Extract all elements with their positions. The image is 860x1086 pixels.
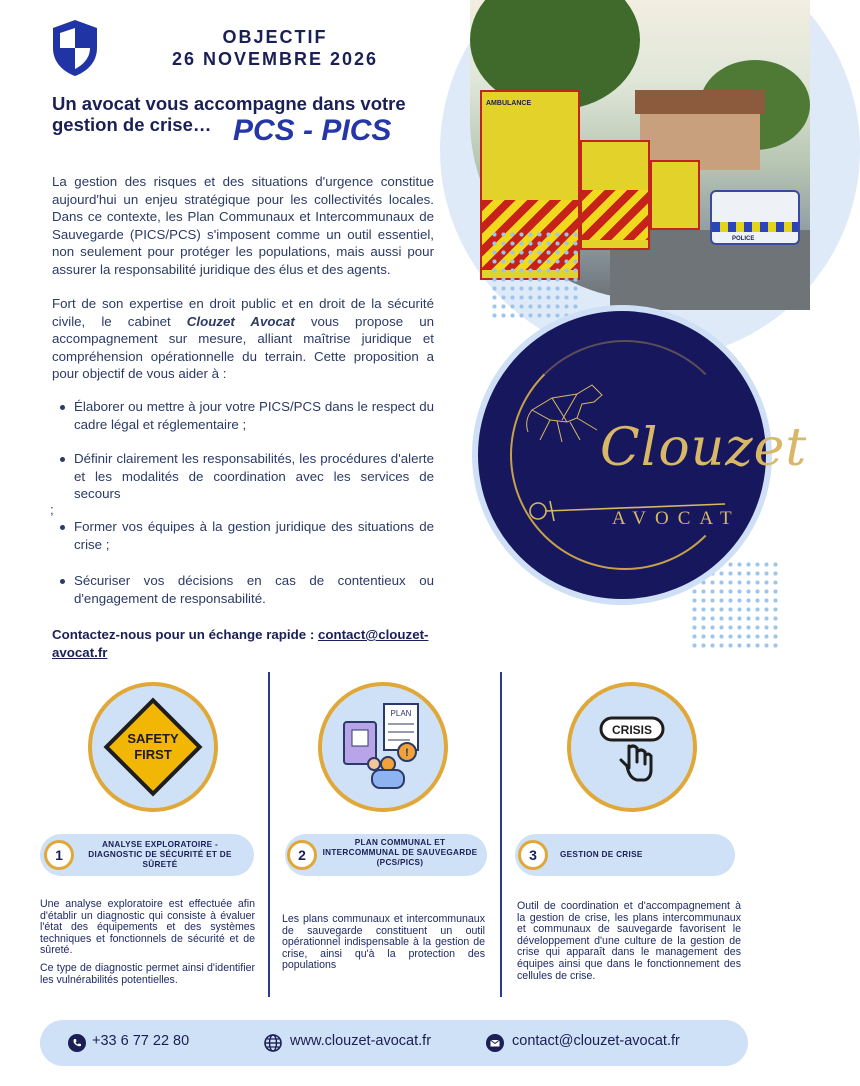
headline: Un avocat vous accompagne dans votre gestion de crise…: [52, 93, 406, 135]
plan-document-icon: [322, 686, 444, 808]
horse-icon: [522, 380, 612, 450]
intro-paragraph-2: [52, 295, 434, 383]
step-2-description: Les plans communaux et intercommunaux de sauvegarde constituent un outil opérationnel indispensable à la gestion de crise, ainsi qu'à la protection des populations: [282, 913, 485, 972]
shield-icon: [50, 18, 100, 78]
contact-cta: [52, 626, 442, 662]
intro-text: Fort de son expertise en droit public et en droit de la sécurité civile, le cabinet: [52, 296, 434, 329]
safety-line2: FIRST: [134, 747, 172, 762]
safety-illustration: [88, 682, 218, 812]
footer-website[interactable]: www.clouzet-avocat.fr: [290, 1033, 432, 1049]
logo-name: Clouzet: [600, 418, 808, 478]
firm-name: Clouzet Avocat: [186, 313, 295, 329]
headline-highlight: PCS - PICS: [233, 114, 392, 147]
step-title-3: GESTION DE CRISE: [560, 850, 643, 859]
decorative-dots: [490, 230, 580, 320]
plan-label: PLAN: [390, 709, 412, 718]
crisis-button-icon: [571, 686, 693, 808]
objective-date: 26 NOVEMBRE 2026: [171, 49, 379, 69]
step-number-1: 1: [44, 840, 74, 870]
list-separator: ;: [50, 502, 54, 517]
crisis-label: CRISIS: [611, 723, 653, 737]
step-title-2: PLAN COMMUNAL ET INTERCOMMUNAL DE SAUVEGARDE (PCS/PICS): [322, 838, 478, 867]
objective-label: OBJECTIF: [222, 27, 328, 47]
logo-subtitle: AVOCAT: [612, 508, 741, 529]
column-divider: [500, 672, 502, 997]
list-item: Sécuriser vos décisions en cas de contentieux ou d'engagement de responsabilité.: [52, 572, 434, 607]
column-divider: [268, 672, 270, 997]
email-part[interactable]: avocat.fr: [52, 645, 108, 660]
footer-phone[interactable]: +33 6 77 22 80: [92, 1033, 190, 1049]
ambulance-label: AMBULANCE: [486, 100, 532, 107]
globe-icon: [264, 1034, 282, 1052]
step-1-description: Une analyse exploratoire est effectuée afin d'établir un diagnostic qui consiste à évaluer l'état des équipements et des systèmes techniques et fonctionnels de sécurité et de sûreté.: [40, 898, 255, 957]
police-label: POLICE: [732, 236, 755, 242]
crisis-illustration: [567, 682, 697, 812]
step-title-1: ANALYSE EXPLORATOIRE - DIAGNOSTIC DE SÉCURITÉ ET DE SÛRETÉ: [88, 840, 232, 869]
step-number-2: 2: [287, 840, 317, 870]
svg-text:!: !: [405, 747, 409, 759]
step-1-description-2: Ce type de diagnostic permet ainsi d'identifier les vulnérabilités potentielles.: [40, 962, 255, 986]
intro-paragraph-1: La gestion des risques et des situations d'urgence constitue aujourd'hui un enjeu stratégique pour les collectivités locales. Dans ce contexte, les Plan Communaux et Intercommunaux de Sauvegarde (PICS/PCS) s'imposent comme un outil essentiel, non seulement pour protéger les populations, mais aussi pour assurer la responsabilité juridique des élus et des agents.: [52, 174, 434, 277]
objective-block: [150, 26, 400, 70]
footer-email[interactable]: contact@clouzet-avocat.fr: [512, 1033, 680, 1049]
intro-text: vous propose un accompagnement sur mesure, alliant maîtrise juridique et compréhension opérationnelle du terrain. Cette proposition a pour objectif de vous aider à :: [52, 313, 435, 382]
email-icon: [486, 1034, 504, 1052]
safety-line1: SAFETY: [127, 731, 179, 746]
list-item: Former vos équipes à la gestion juridique des situations de crise ;: [52, 518, 434, 553]
safety-sign-icon: [92, 686, 214, 808]
list-item: Élaborer ou mettre à jour votre PICS/PCS dans le respect du cadre légal et réglementaire ;: [52, 398, 434, 433]
phone-icon: [68, 1034, 86, 1052]
step-3-description: Outil de coordination et d'accompagnement à la gestion de crise, les plans intercommunaux et communaux de sauvegarde favorisent le développement d'une culture de la gestion de crise qui apparaît dans le management des équipes ainsi que dans le fonctionnement des cellules de crise.: [517, 900, 741, 982]
plan-illustration: [318, 682, 448, 812]
step-number-3: 3: [518, 840, 548, 870]
email-part[interactable]: contact@clouzet-: [317, 627, 429, 642]
list-item: Définir clairement les responsabilités, les procédures d'alerte et les modalités de coordination avec les services de secours: [52, 450, 434, 503]
contact-cta-text: Contactez-nous pour un échange rapide :: [52, 627, 318, 642]
